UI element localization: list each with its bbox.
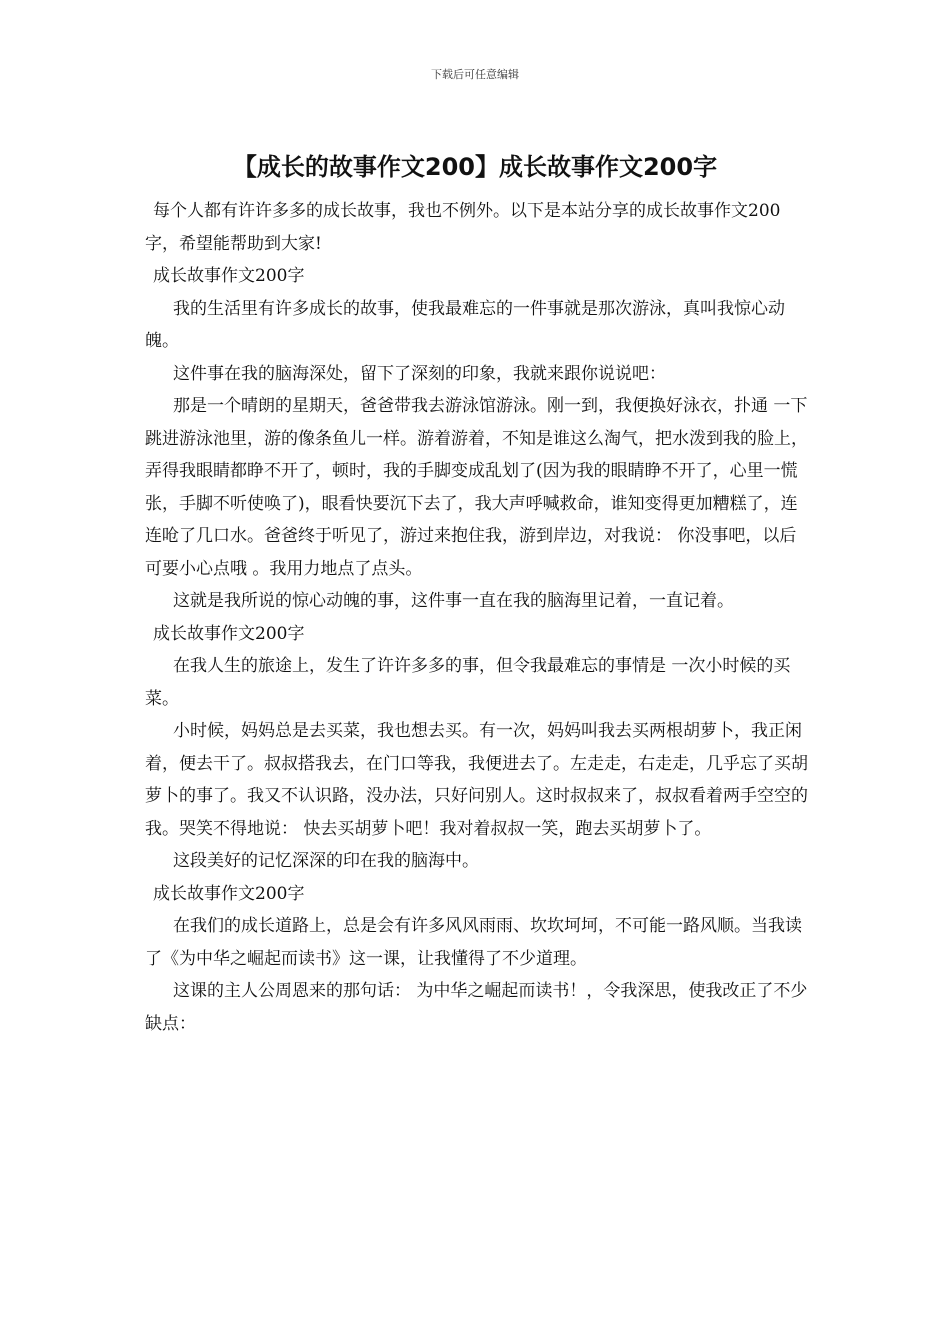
document-body	[145, 195, 810, 1040]
section-heading: 成长故事作文200字	[153, 623, 305, 644]
body-paragraph: 在我们的成长道路上，总是会有许多风风雨雨、坎坎坷坷，不可能一路风顺。当我读了《为中华之崛起而读书》这一课，让我懂得了不少道理。	[145, 916, 802, 969]
intro-paragraph: 每个人都有许许多多的成长故事，我也不例外。以下是本站分享的成长故事作文200字，希望能帮助到大家!	[145, 201, 781, 254]
body-paragraph: 我的生活里有许多成长的故事，使我最难忘的一件事就是那次游泳，真叫我惊心动魄。	[145, 298, 785, 351]
body-paragraph: 这件事在我的脑海深处，留下了深刻的印象，我就来跟你说说吧：	[173, 363, 666, 384]
section-heading: 成长故事作文200字	[153, 883, 305, 904]
page-header: 下载后可任意编辑	[431, 68, 519, 81]
body-paragraph: 这就是我所说的惊心动魄的事，这件事一直在我的脑海里记着，一直记着。	[173, 591, 734, 611]
document-title: 【成长的故事作文200】成长故事作文200字	[232, 153, 718, 181]
body-paragraph: 这课的主人公周恩来的那句话： 为中华之崛起而读书！，令我深思，使我改正了不少缺点：	[145, 981, 808, 1034]
body-paragraph: 在我人生的旅途上，发生了许许多多的事，但令我最难忘的事情是 一次小时候的买菜。	[145, 656, 791, 709]
body-paragraph: 小时候，妈妈总是去买菜，我也想去买。有一次，妈妈叫我去买两根胡萝卜，我正闲着，便去干了。叔叔搭我去，在门口等我，我便进去了。左走走，右走走，几乎忘了买胡萝卜的事了。我又不认识路，没办法，只好问别人。这时叔叔来了，叔叔看着两手空空的我。哭笑不得地说： 快去买胡萝卜吧！我对着叔叔一笑，跑去买胡萝卜了。	[145, 721, 808, 839]
body-paragraph: 那是一个晴朗的星期天，爸爸带我去游泳馆游泳。刚一到，我便换好泳衣，扑通 一下跳进游泳池里，游的像条鱼儿一样。游着游着，不知是谁这么淘气，把水泼到我的脸上，弄得我眼睛都睁不开了，顿时，我的手脚变成乱划了(因为我的眼睛睁不开了，心里一慌张，手脚不听使唤了)，眼看快要沉下去了，我大声呼喊救命，谁知变得更加糟糕了，连连呛了几口水。爸爸终于听见了，游过来抱住我，游到岸边，对我说： 你没事吧，以后可要小心点哦 。我用力地点了点头。	[145, 396, 808, 579]
section-heading: 成长故事作文200字	[153, 266, 305, 286]
body-paragraph: 这段美好的记忆深深的印在我的脑海中。	[173, 851, 479, 871]
